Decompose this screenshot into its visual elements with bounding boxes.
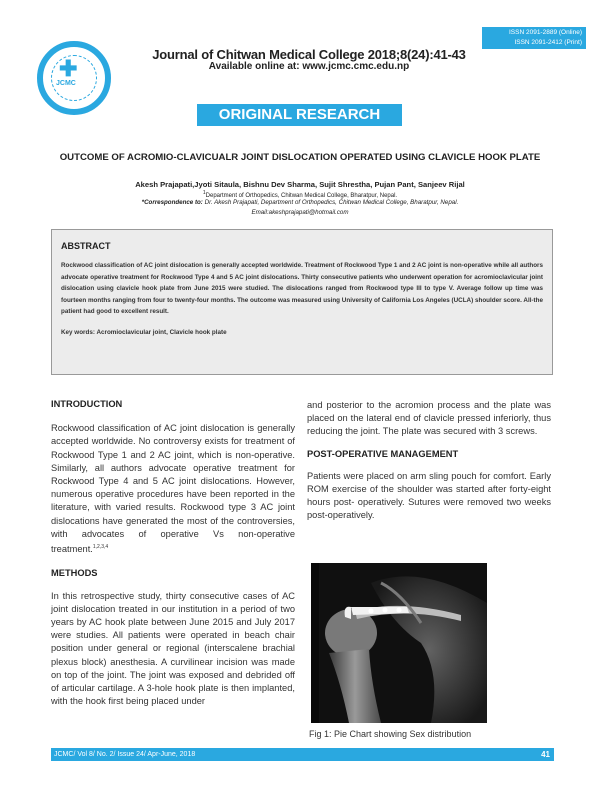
abstract-heading: ABSTRACT bbox=[61, 241, 111, 251]
logo-text: JCMC bbox=[56, 80, 76, 87]
postop-body: Patients were placed on arm sling pouch for comfort. Early ROM exercise of the shoulder was started after forty-eight hours post- operatively. Sutures were removed two weeks post-operatively. bbox=[307, 470, 551, 521]
figure-caption: Fig 1: Pie Chart showing Sex distribution bbox=[309, 729, 472, 739]
methods-body: In this retrospective study, thirty consecutive cases of AC joint dislocation treated in our institution in a period of two years by AC hook plate between June 2015 and July 2017 were studies. All patients were operated in beach chair position under general or regional (interscalene brachial plexus block) anesthesia. A curvilinear incision was made on top of the joint. The joint was exposed and debrided off of articular cartilage. A 3-hole hook plate is then implanted, with the hook first being placed under bbox=[51, 590, 295, 707]
email: Email:akeshprajapati@hotmail.com bbox=[251, 209, 349, 216]
abstract-keywords: Key words: Acromioclavicular joint, Clavicle hook plate bbox=[61, 328, 227, 336]
journal-website: Available online at: www.jcmc.cmc.edu.np bbox=[208, 61, 410, 72]
xray-figure bbox=[311, 563, 487, 723]
page-number: 41 bbox=[541, 750, 550, 759]
abstract-body: Rockwood classification of AC joint dislocation is generally accepted worldwide. Treatment of Rockwood Type 1 and 2 AC joint is non-operative while all authors advocate operative treatment for Rockwood Type 4 and 5 AC joint dislocations. Thirty consecutive patients who underwent operation for acromioclavicular joint dislocation using clavicle hook plate from June 2015 were studied. The dislocations ranged from Rockwood type III to type V. Average follow up time was fourteen months ranging from four to twenty-four months. The outcome was measured using University of California Los Angeles (UCLA) shoulder score. All-the patient had good to excellent result. bbox=[61, 262, 543, 316]
methods-heading: METHODS bbox=[51, 568, 98, 579]
correspondence: *Correspondence to: Dr. Akesh Prajapati, Department of Orthopedics, Chitwan Medical College, Bharatpur, Nepal. bbox=[141, 199, 459, 206]
article-title: OUTCOME OF ACROMIO-CLAVICUALR JOINT DISLOCATION OPERATED USING CLAVICLE HOOK PLATE bbox=[59, 152, 541, 163]
authors: Akesh Prajapati,Jyoti Sitaula, Bishnu Dev Sharma, Sujit Shrestha, Pujan Pant, Sanjeev Rijal bbox=[135, 180, 465, 189]
introduction-body: Rockwood classification of AC joint dislocation is generally accepted worldwide. No controversy exists for treatment of Rockwood Type 1 and 2 AC joint, which is non-operative. Similarly, all authors advocate operative treatment for Rockwood Type 4 and 5 AC joint dislocations. However, numerous operative procedures have been reported in the literature, with varied results. Rockwood type 3 AC joint dislocations have generated the most of the controversies, with advocates of operative Vs non-operative treatment.$^{1,2,3,4}$ bbox=[51, 423, 295, 555]
xray-image bbox=[311, 563, 487, 723]
logo-emblem-icon: ✚ bbox=[59, 56, 78, 81]
column-left bbox=[51, 398, 295, 708]
issn-online: ISSN 2091-2889 (Online) bbox=[509, 29, 582, 36]
introduction-heading: INTRODUCTION bbox=[51, 399, 123, 409]
journal-title: Journal of Chitwan Medical College 2018;8(24):41-43 bbox=[152, 47, 466, 62]
column-right bbox=[307, 399, 551, 523]
footer-citation: JCMC/ Vol 8/ No. 2/ Issue 24/ Apr-June, 2018 bbox=[54, 751, 196, 758]
issn-box bbox=[482, 27, 586, 49]
postop-heading: POST-OPERATIVE MANAGEMENT bbox=[307, 448, 459, 459]
journal-logo bbox=[37, 41, 111, 115]
article-type-banner: ORIGINAL RESEARCH ARTICLE bbox=[197, 104, 402, 126]
abstract-box bbox=[51, 229, 553, 375]
issn-print: ISSN 2091-2412 (Print) bbox=[514, 39, 582, 46]
methods-continued: and posterior to the acromion process and the plate was placed on the lateral end of clavicle pressed inferiorly, thus reducing the joint. The plate was secured with 3 screws. bbox=[307, 400, 551, 437]
affiliation: $^1$Department of Orthopedics, Chitwan Medical College, Bharatpur, Nepal. bbox=[202, 190, 398, 199]
